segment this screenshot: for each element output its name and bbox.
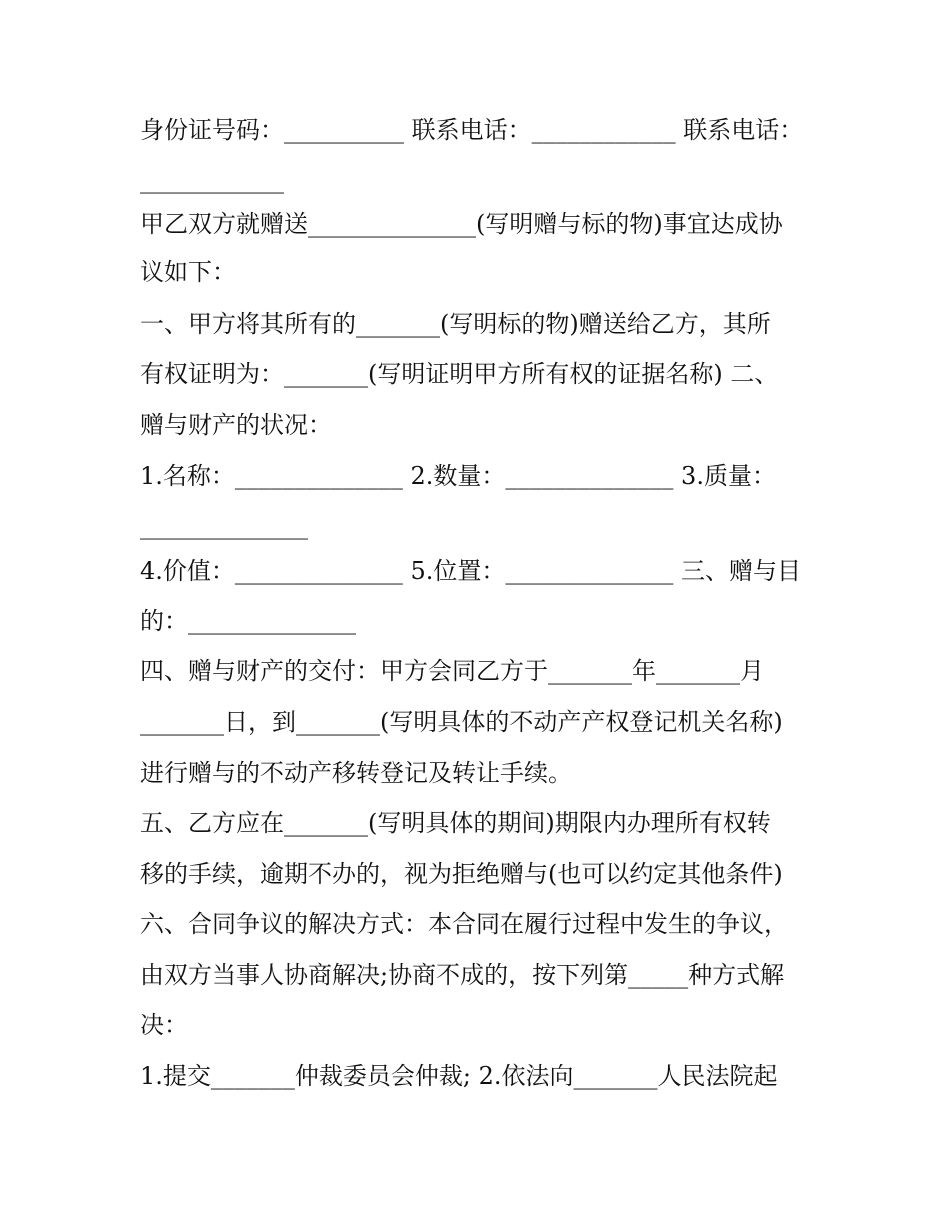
text-line: 移的手续，逾期不办的，视为拒绝赠与(也可以约定其他条件)	[140, 860, 783, 888]
text-line: 的：______________	[140, 607, 356, 635]
text-line: 有权证明为：_______(写明证明甲方所有权的证据名称) 二、	[140, 360, 779, 388]
text-line: ____________	[140, 166, 284, 194]
text-line: 四、赠与财产的交付：甲方会同乙方于_______年_______月	[140, 657, 764, 685]
text-line: 五、乙方应在_______(写明具体的期间)期限内办理所有权转	[140, 809, 771, 837]
text-line: 1.提交_______仲裁委员会仲裁; 2.依法向_______人民法院起	[140, 1062, 778, 1090]
text-line: 议如下：	[140, 258, 236, 286]
text-line: 1.名称：______________ 2.数量：______________ 3.质量：	[140, 462, 776, 490]
text-line: 六、合同争议的解决方式：本合同在履行过程中发生的争议，	[140, 910, 788, 938]
text-line: _______日，到_______(写明具体的不动产产权登记机关名称)	[140, 708, 783, 736]
text-line: 身份证号码：__________ 联系电话：____________ 联系电话：	[140, 116, 804, 144]
text-line: 进行赠与的不动产移转登记及转让手续。	[140, 759, 572, 787]
text-line: 由双方当事人协商解决;协商不成的，按下列第_____种方式解	[140, 961, 785, 989]
text-line: 4.价值：______________ 5.位置：______________ 三、赠与目	[140, 557, 802, 585]
text-line: 赠与财产的状况：	[140, 411, 332, 439]
text-line: 决：	[140, 1011, 188, 1039]
text-line: ______________	[140, 512, 308, 540]
text-line: 一、甲方将其所有的_______(写明标的物)赠送给乙方，其所	[140, 310, 771, 338]
text-line: 甲乙双方就赠送______________(写明赠与标的物)事宜达成协	[140, 210, 783, 238]
